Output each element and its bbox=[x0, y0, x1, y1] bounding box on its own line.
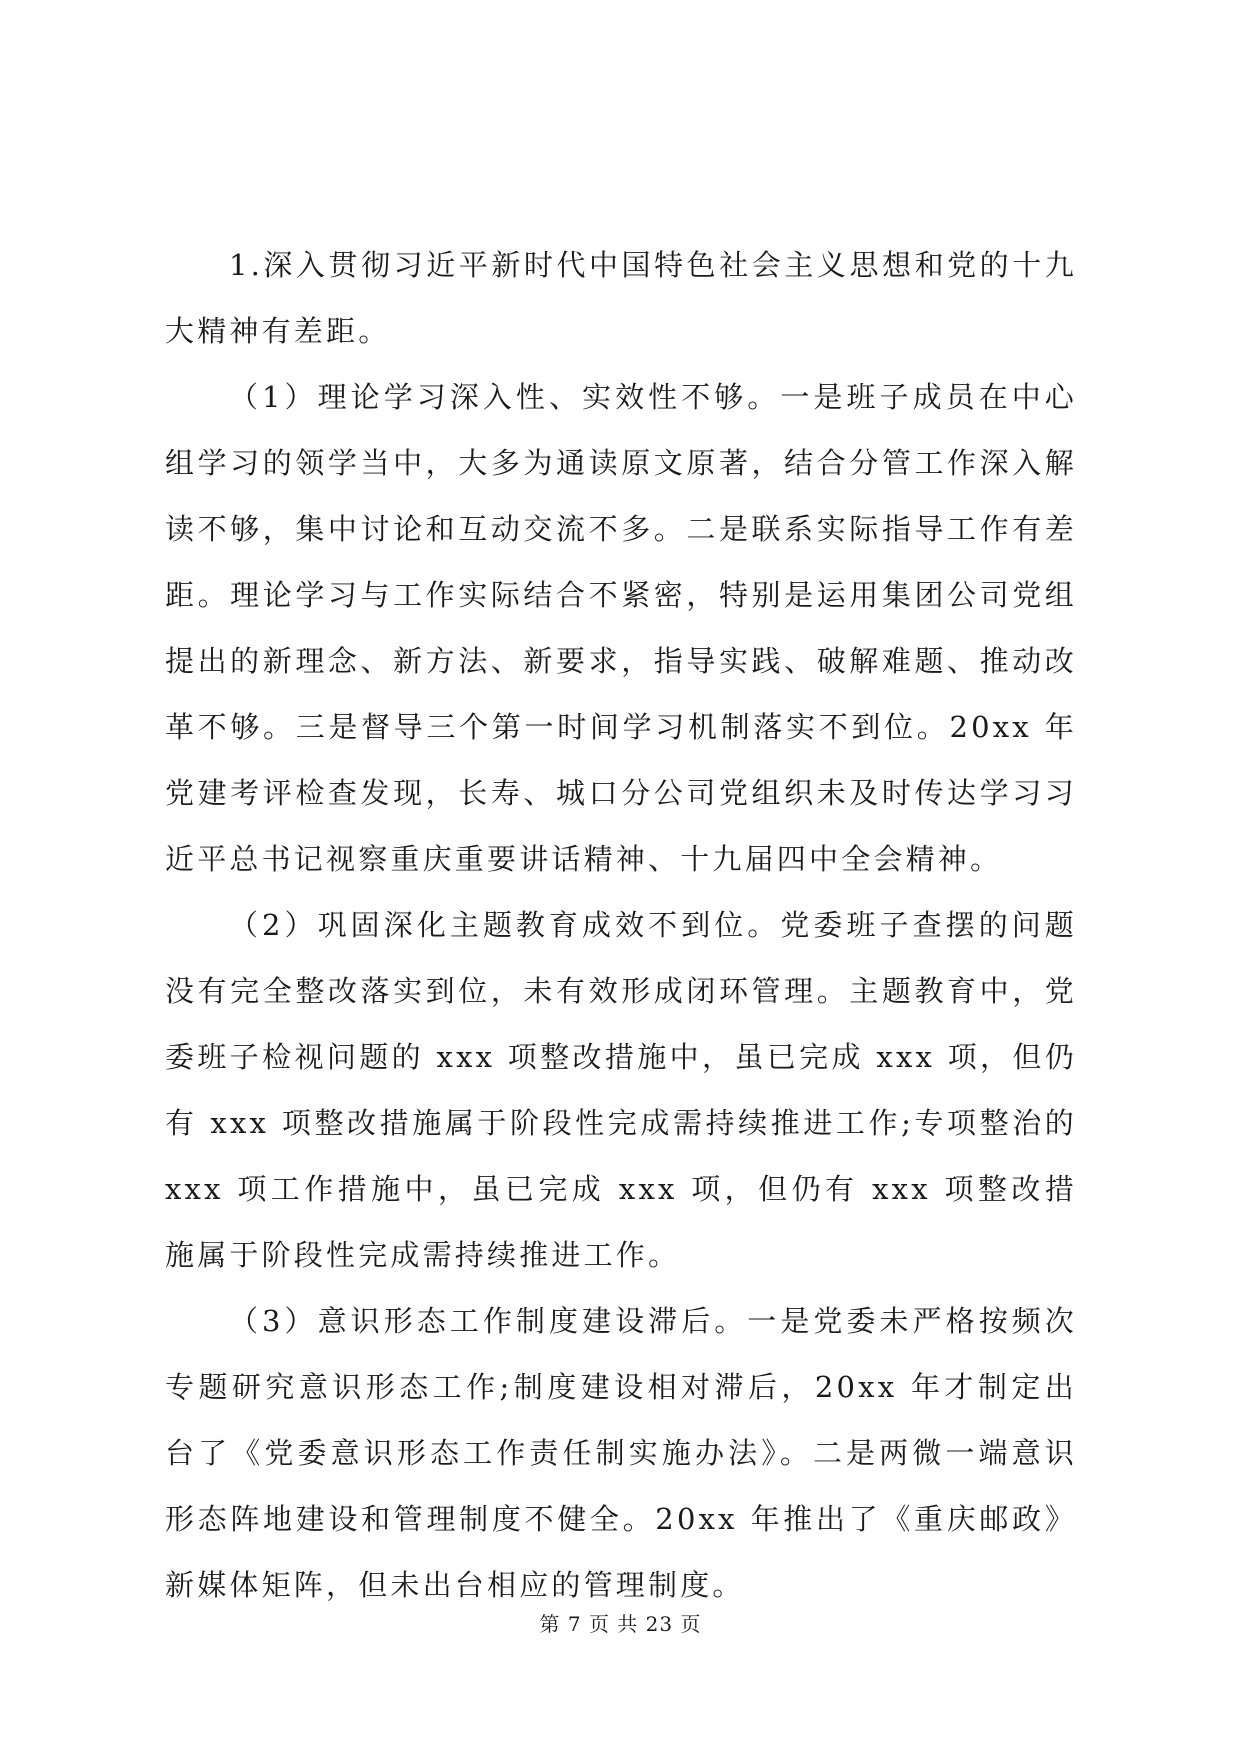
paragraph-theory-study: （1）理论学习深入性、实效性不够。一是班子成员在中心组学习的领学当中，大多为通读原文原著，结合分管工作深入解读不够，集中讨论和互动交流不多。二是联系实际指导工作有差距。理论学习与工作实际结合不紧密，特别是运用集团公司党组提出的新理念、新方法、新要求，指导实践、破解难题、推动改革不够。三是督导三个第一时间学习机制落实不到位。20xx 年党建考评检查发现，长寿、城口分公司党组织未及时传达学习习近平总书记视察重庆重要讲话精神、十九届四中全会精神。 bbox=[165, 380, 1077, 876]
paragraph-heading: 1.深入贯彻习近平新时代中国特色社会主义思想和党的十九大精神有差距。 bbox=[165, 248, 1077, 348]
document-body bbox=[165, 232, 1077, 1618]
paragraph-theme-education: （2）巩固深化主题教育成效不到位。党委班子查摆的问题没有完全整改落实到位，未有效形成闭环管理。主题教育中，党委班子检视问题的 xxx 项整改措施中，虽已完成 xxx 项，但仍有 xxx 项整改措施属于阶段性完成需持续推进工作;专项整治的 xxx 项工作措施中，虽已完成 xxx 项，但仍有 xxx 项整改措施属于阶段性完成需持续推进工作。 bbox=[165, 908, 1077, 1272]
paragraph-ideology-work: （3）意识形态工作制度建设滞后。一是党委未严格按频次专题研究意识形态工作;制度建设相对滞后，20xx 年才制定出台了《党委意识形态工作责任制实施办法》。二是两微一端意识形态阵地建设和管理制度不健全。20xx 年推出了《重庆邮政》新媒体矩阵，但未出台相应的管理制度。 bbox=[165, 1304, 1077, 1602]
page-number-footer: 第 7 页 共 23 页 bbox=[539, 1612, 702, 1636]
